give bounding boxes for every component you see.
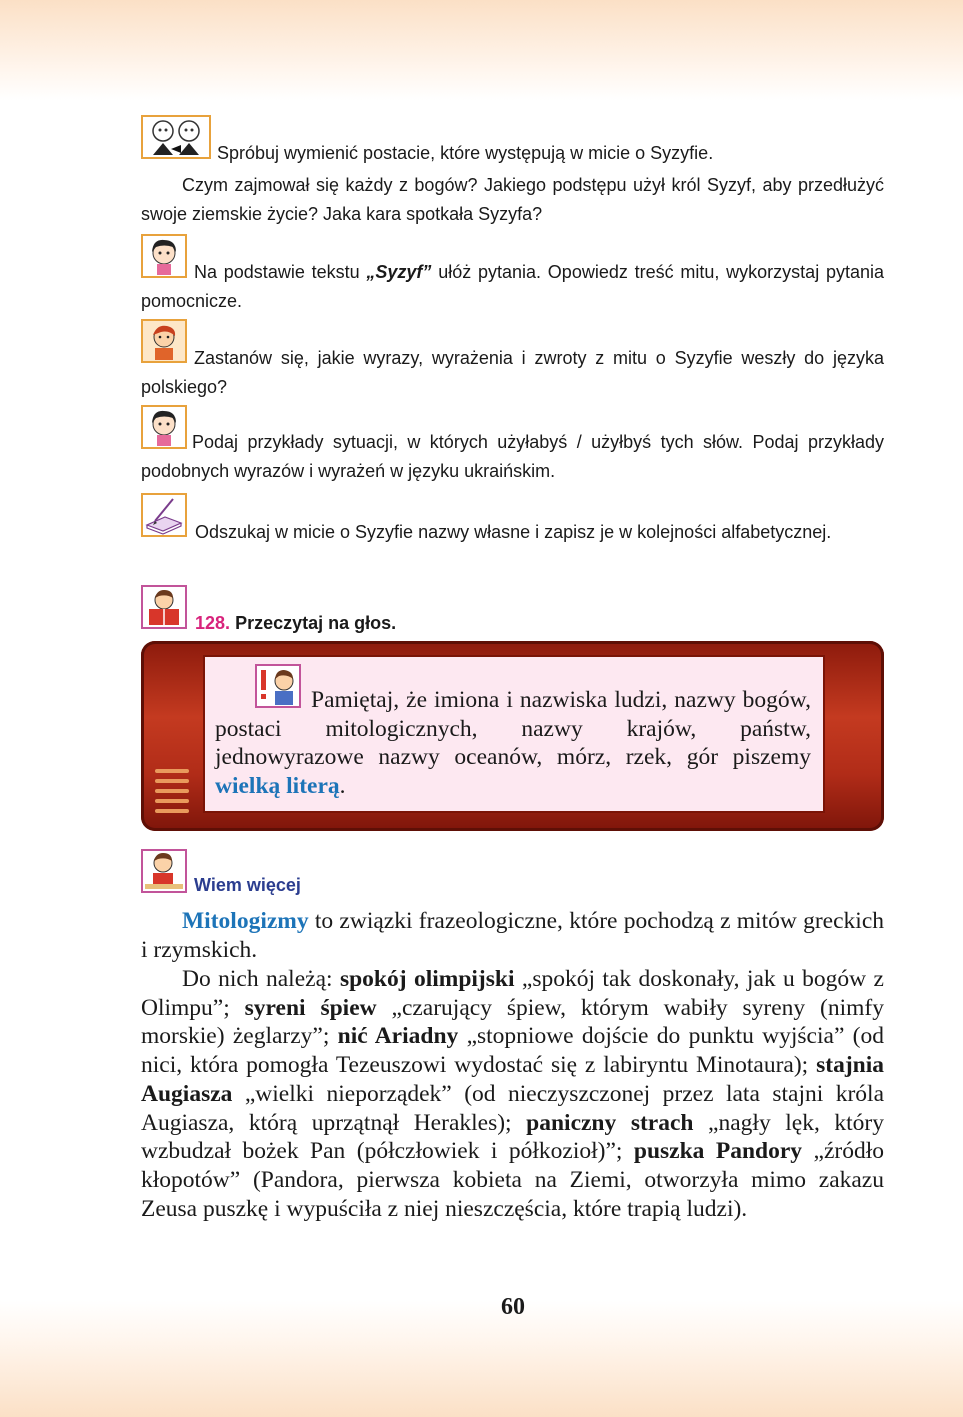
task-6-text [141, 518, 884, 547]
task-2-text-content: Czym zajmował się każdy z bogów? Jakiego podstępu użył król Syzyf, aby przedłużyć swoje ziemskie życie? Jaka kara spotkała Syzyfa? [141, 175, 884, 224]
note-text [215, 686, 811, 801]
desc-syreni: „czarujący śpiew, którym wabiły syreny (nimfy morskie) żeglarzy”; [141, 994, 884, 1050]
desc-spokoj: „spokój tak doskonały, jak u bogów z Olimpu”; [141, 966, 884, 1021]
task-3-text-before: Na podstawie tekstu [194, 262, 367, 282]
panel-stripes [155, 769, 189, 817]
task-5-text-content: Podaj przykłady sytuacji, w których użyłabyś / użyłbyś tych słów. Podaj przykłady podobnych wyrazów i wyrażeń w języku ukraińskim. [141, 432, 884, 481]
task-3-text [141, 258, 884, 316]
term-stajnia: stajnia Augiasza [141, 1052, 884, 1107]
task-3-text-after: ułóż pytania. Opowiedz treść mitu, wykorzystaj pytania pomocnicze. [141, 262, 885, 311]
note-highlight: wielką literą [215, 773, 340, 800]
more-p2-intro: Do nich należą: [182, 966, 340, 992]
exercise-label: Przeczytaj na głos. [235, 613, 397, 633]
task-1-text: Spróbuj wymienić postacie, które występują w micie o Syzyfie. [217, 143, 714, 163]
desc-paniczny: „nagły lęk, który wzbudzał bożek Pan (półczłowiek i półkozioł)”; [141, 1109, 885, 1165]
term-nic: nić Ariadny [337, 1023, 459, 1050]
task-4-text [141, 344, 884, 402]
child-at-desk-icon [141, 849, 187, 893]
exercise-number: 128. [195, 613, 231, 633]
desc-stajnia: „wielki nieporządek” (od nieczyszczonej przez lata stajni króla Augiasza, którą uprzątnął Herakles); [141, 1080, 884, 1136]
desc-nic: „stopniowe dojście do punktu wyjścia” (od nici, która pomogła Tezeuszowi wydostać się z labiryntu Minotaura); [141, 1023, 884, 1079]
task-5-text [141, 428, 884, 486]
term-puszka: puszka Pandory [633, 1138, 803, 1165]
more-heading: Wiem więcej [194, 875, 301, 895]
exercise-heading [195, 611, 396, 635]
more-paragraph-2 [141, 965, 884, 1223]
note-text-content: Pamiętaj, że imiona i nazwiska ludzi, nazwy bogów, postaci mitologicznych, nazwy krajów, państw, jednowyrazowe nazwy oceanów, mórz, rzek, gór piszemy [215, 687, 811, 771]
reading-child-icon [141, 585, 187, 629]
more-p1-rest: to związki frazeologiczne, które pochodzą z mitów greckich i rzymskich. [141, 908, 884, 963]
task-2-text [141, 171, 884, 229]
term-paniczny: paniczny strach [526, 1109, 694, 1136]
two-children-icon [141, 115, 211, 159]
term-syreni: syreni śpiew [244, 994, 377, 1021]
more-term-mitologizmy: Mitologizmy [182, 908, 309, 934]
page-number: 60 [501, 1294, 525, 1320]
term-spokoj: spokój olimpijski [339, 966, 515, 992]
task-6-text-content: Odszukaj w micie o Syzyfie nazwy własne i zapisz je w kolejności alfabetycznej. [195, 522, 832, 542]
note-end: . [339, 773, 346, 800]
more-paragraph-1 [141, 907, 884, 964]
desc-puszka: „źródło kłopotów” (Pandora, pierwsza kobieta na Ziemi, otworzyła mimo zakazu Zeusa puszkę i wypuściła z niej nieszczęścia, które trapią ludzi). [141, 1138, 884, 1222]
task-4-text-content: Zastanów się, jakie wyrazy, wyrażenia i zwroty z mitu o Syzyfie weszły do języka polskiego? [141, 348, 884, 397]
task-3-title: „Syzyf” [366, 262, 432, 282]
